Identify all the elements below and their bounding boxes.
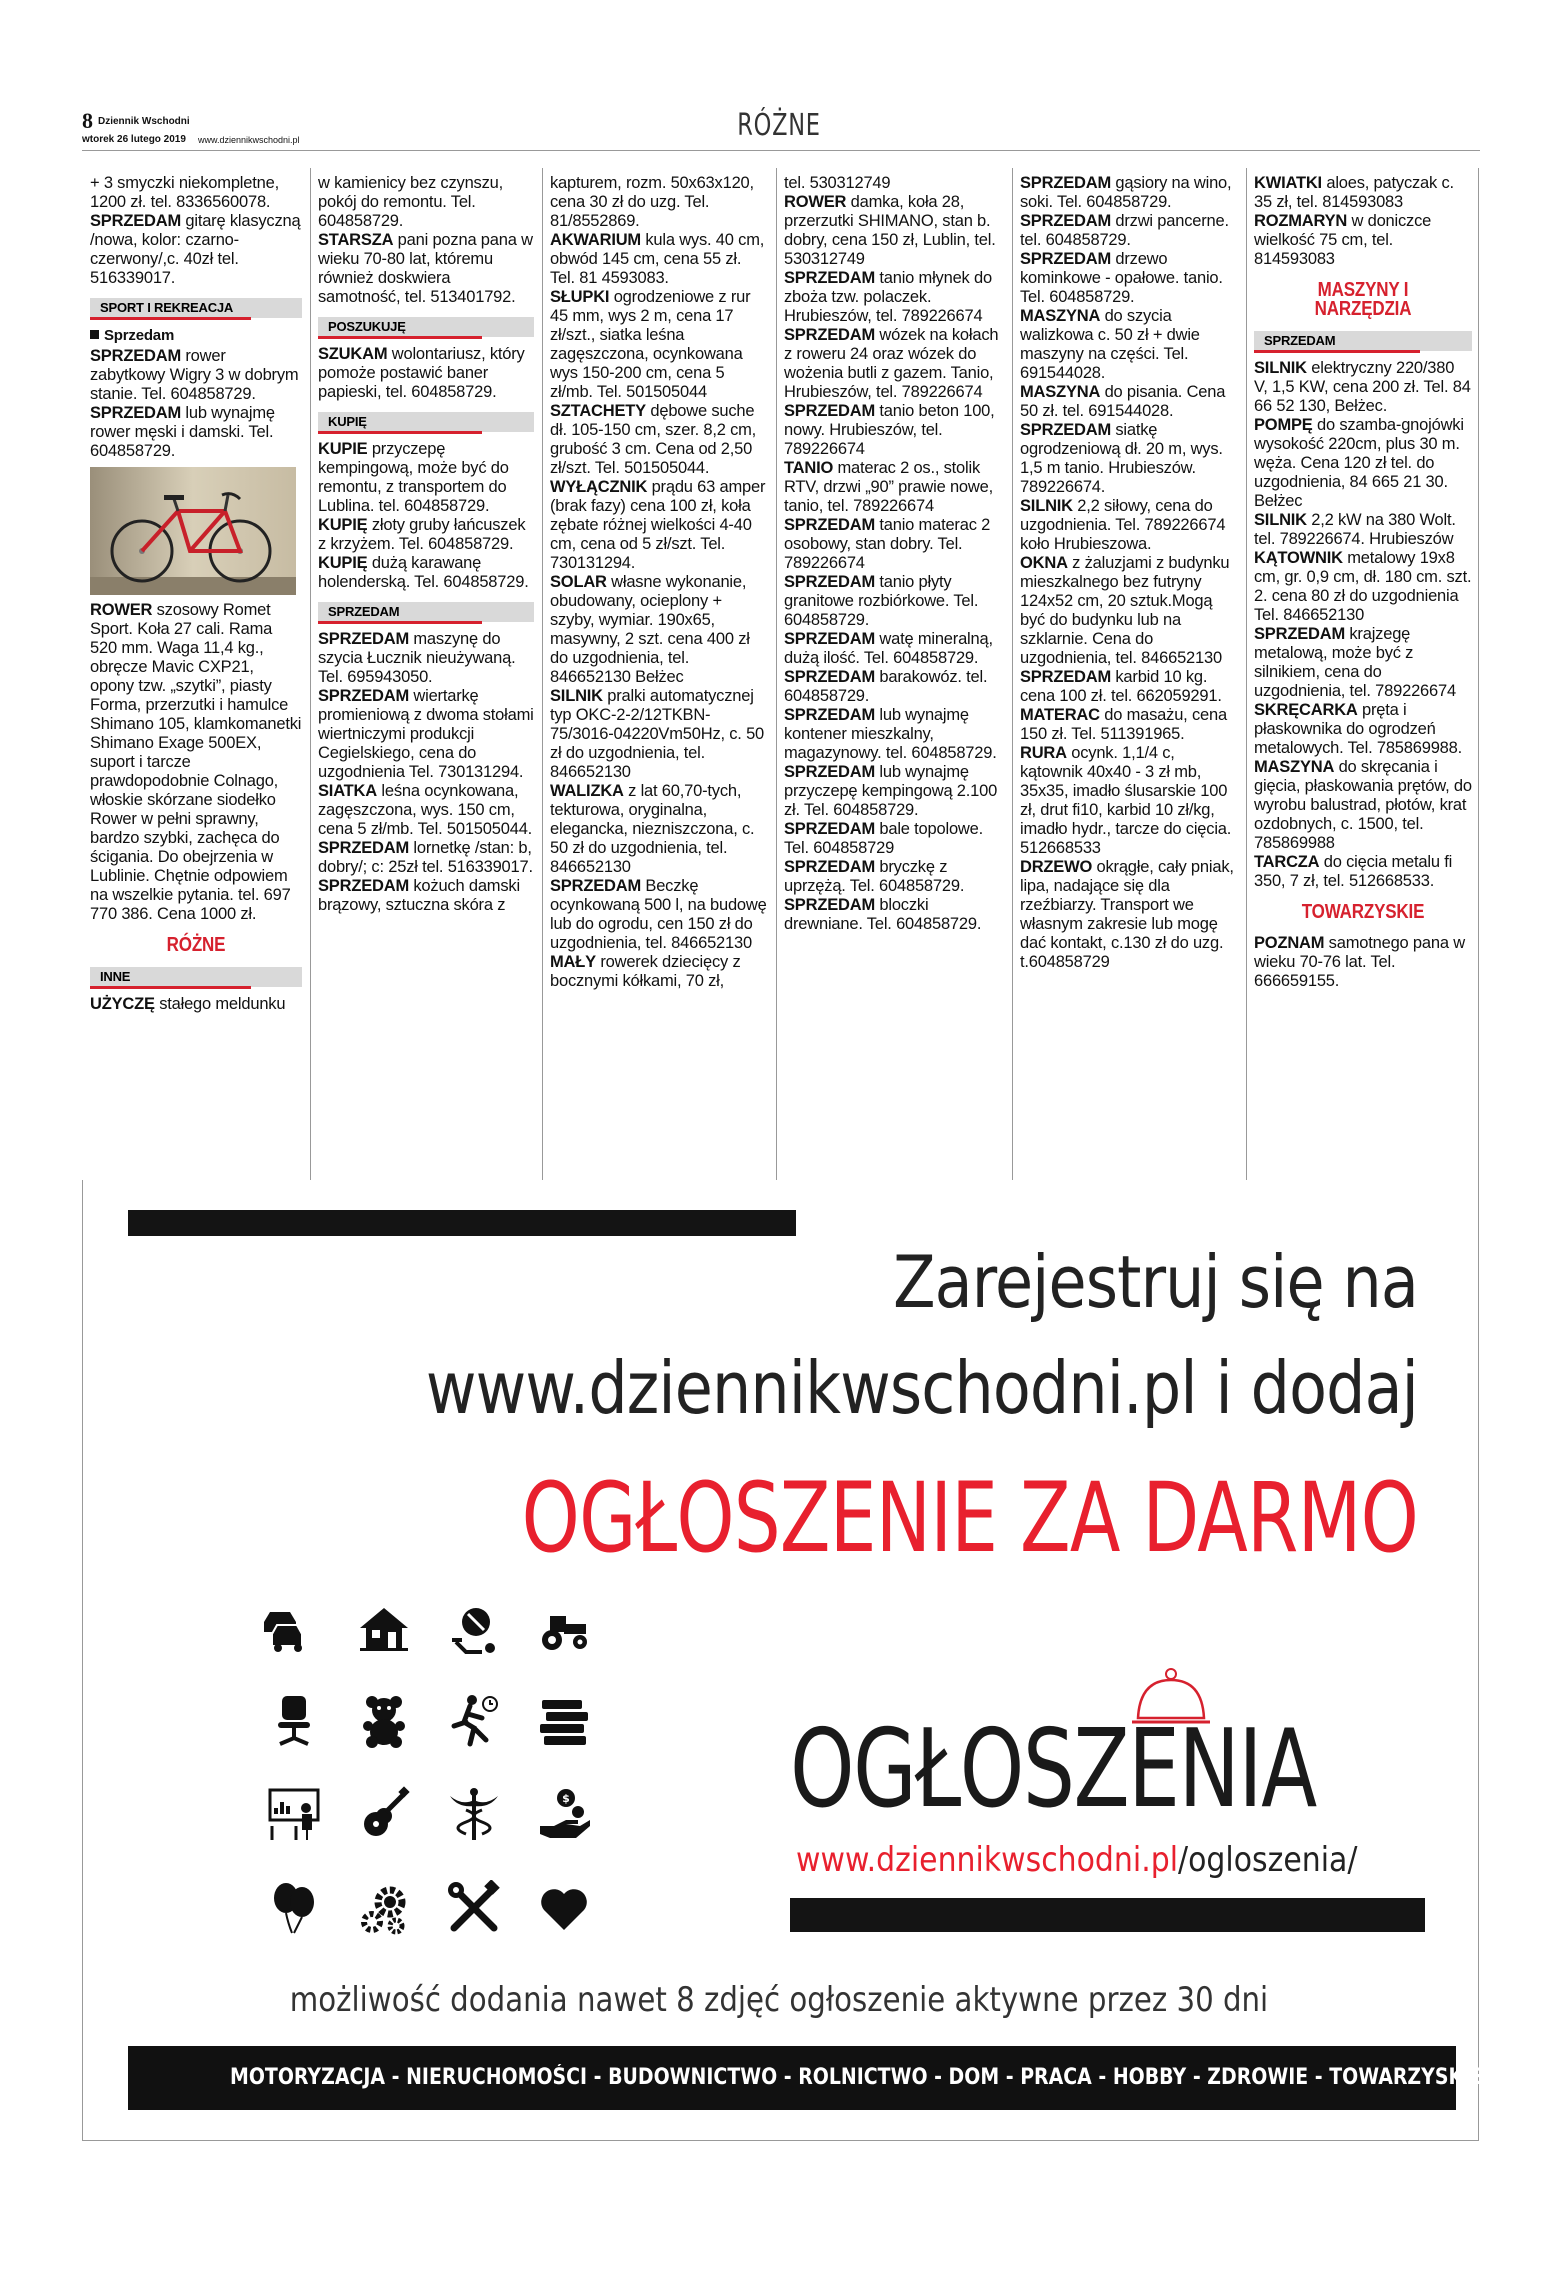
ad: POZNAM samotnego pana w wieku 70-76 lat. Tel. 666659155. bbox=[1254, 934, 1465, 990]
section-header-sport: SPORT I REKREACJA bbox=[90, 298, 302, 318]
ad: SPRZEDAM Beczkę ocynkowaną 500 l, na budowę lub do ogrodu, cen 150 zł do uzgodnienia, tel. 846652130 bbox=[550, 877, 767, 952]
ad: SPRZEDAM bale topolowe. Tel. 604858729 bbox=[784, 820, 983, 857]
teddy-bear-icon bbox=[356, 1692, 412, 1748]
promo-note: możliwość dodania nawet 8 zdjęć ogłoszenie aktywne przez 30 dni bbox=[289, 1980, 1269, 2020]
ad: KUPIĘ złoty gruby łańcuszek z krzyżem. Tel. 604858729. bbox=[318, 516, 526, 553]
money-hand-icon bbox=[536, 1786, 592, 1842]
balloons-icon bbox=[266, 1880, 322, 1936]
ad: SPRZEDAM wiertarkę promieniową z dwoma stołami wiertniczymi produkcji Cegielskiego, cena do uzgodnienia Tel. 730131294. bbox=[318, 687, 534, 781]
cloche-icon bbox=[1126, 1666, 1216, 1736]
ad: POMPĘ do szamba-gnojówki wysokość 220cm, plus 30 m. węża. Cena 120 zł tel. do uzgodnienia, 84 665 21 30. Bełżec bbox=[1254, 416, 1464, 510]
ogloszenia-logo bbox=[790, 1707, 1430, 1832]
promo-headline: OGŁOSZENIE ZA DARMO bbox=[521, 1462, 1418, 1574]
ad: SPRZEDAM siatkę ogrodzeniową dł. 20 m, wys. 1,5 m tanio. Hrubieszów. 789226674. bbox=[1020, 421, 1223, 496]
column-3 bbox=[542, 168, 776, 1180]
section-header-sprzedam: SPRZEDAM bbox=[318, 602, 534, 622]
ad: WALIZKA z lat 60,70-tych, tekturowa, oryginalna, elegancka, niezniszczona, c. 50 zł do uzgodnienia, tel. 846652130 bbox=[550, 782, 755, 876]
tractor-icon bbox=[536, 1600, 592, 1656]
ad: OKNA z żaluzjami z budynku mieszkalnego bez futryny 124x52 cm, 20 sztuk.Mogą być do budynku lub na szklarnie. Cena do uzgodnienia, tel. 846652130 bbox=[1020, 554, 1230, 667]
cars-icon bbox=[256, 1600, 312, 1656]
section-header-towarzyskie: TOWARZYSKIE bbox=[1301, 901, 1425, 923]
ad: SPRZEDAM lub wynajmę przyczepę kempingową 2.100 zł. Tel. 604858729. bbox=[784, 763, 998, 819]
ad-text: w kamienicy bez czynszu, pokój do remontu. Tel. 604858729. bbox=[318, 174, 504, 230]
promo-top-bar bbox=[128, 1210, 796, 1236]
ad: KUPIĘ dużą karawanę holenderską. Tel. 604858729. bbox=[318, 554, 529, 591]
bicycle-photo bbox=[90, 467, 296, 595]
ad: WYŁĄCZNIK prądu 63 amper (brak fazy) cena 100 zł, koła zębate różnej wielkości 4-40 cm, cena od 5 zł/szt. Tel. 730131294. bbox=[550, 478, 766, 572]
running-man-icon bbox=[446, 1692, 502, 1748]
ad: SPRZEDAM bryczkę z uprzężą. Tel. 604858729. bbox=[784, 858, 965, 895]
ad: MATERAC do masażu, cena 150 zł. Tel. 511391965. bbox=[1020, 706, 1227, 743]
section-header-poszukuje: POSZUKUJĘ bbox=[318, 317, 534, 337]
ad: AKWARIUM kula wys. 40 cm, obwód 145 cm, cena 55 zł. Tel. 81 4593083. bbox=[550, 231, 765, 287]
square-bullet-icon bbox=[90, 330, 99, 339]
ad: STARSZA pani pozna pana w wieku 70-80 lat, któremu również doskwiera samotność, tel. 513401792. bbox=[318, 231, 533, 306]
section-header-inne: INNE bbox=[90, 967, 302, 987]
column-5 bbox=[1012, 168, 1246, 1180]
promo-line-1: Zarejestruj się na bbox=[893, 1240, 1418, 1324]
ad: SPRZEDAM lub wynajmę rower męski i damski. Tel. 604858729. bbox=[90, 404, 275, 460]
heart-icon bbox=[536, 1880, 592, 1936]
ad: MAŁY rowerek dziecięcy z bocznymi kółkami, 70 zł, bbox=[550, 953, 741, 990]
section-header-maszyny: MASZYNY I NARZĘDZIA bbox=[1314, 279, 1412, 320]
ad: SPRZEDAM lub wynajmę kontener mieszkalny, magazynowy. tel. 604858729. bbox=[784, 706, 997, 762]
column-6 bbox=[1246, 168, 1480, 1180]
ad: KUPIE przyczepę kempingową, może być do remontu, z transportem do Lublina. tel. 604858729. bbox=[318, 440, 509, 515]
column-2 bbox=[310, 168, 542, 1180]
ad: SPRZEDAM wózek na kołach z roweru 24 oraz wózek do wożenia butli z gazem. Tanio, Hrubieszów, tel. 789226674 bbox=[784, 326, 999, 401]
section-header-kupie: KUPIĘ bbox=[318, 412, 534, 432]
promo-frame-left bbox=[82, 1180, 83, 2140]
ad: SPRZEDAM krajzegę metalową, może być z silnikiem, cena do uzgodnienia, tel. 789226674 bbox=[1254, 625, 1456, 700]
category-bar bbox=[128, 2046, 1484, 2110]
ad: SILNIK 2,2 kW na 380 Wolt. tel. 789226674. Hrubieszów bbox=[1254, 511, 1456, 548]
ad-text: kapturem, rozm. 50x63x120, cena 30 zł do uzg. Tel. 81/8552869. bbox=[550, 174, 754, 230]
ad: MASZYNA do skręcania i gięcia, płaskowania prętów, do wyrobu balustrad, płotów, krat ozdobnych, c. 1500, tel. 785869988 bbox=[1254, 758, 1472, 852]
brand-bottom-bar bbox=[790, 1898, 1425, 1932]
svg-text:$: $ bbox=[562, 1792, 570, 1805]
gears-icon bbox=[356, 1880, 412, 1936]
ad: SPRZEDAM barakowóz. tel. 604858729. bbox=[784, 668, 988, 705]
ad-text: + 3 smyczki niekompletne, 1200 zł. tel. 8336560078. bbox=[90, 174, 279, 211]
ad: KĄTOWNIK metalowy 19x8 cm, gr. 0,9 cm, dł. 180 cm. szt. 2. cena 80 zł do uzgodnienia Tel. 846652130 bbox=[1254, 549, 1472, 624]
ad: SPRZEDAM kożuch damski brązowy, sztuczna skóra z bbox=[318, 877, 520, 914]
section-header-sprzedam: SPRZEDAM bbox=[1254, 331, 1472, 351]
page-number: 8 bbox=[82, 108, 93, 133]
ad: SILNIK elektryczny 220/380 V, 1,5 KW, cena 200 zł. Tel. 84 66 52 130, Bełżec. bbox=[1254, 359, 1471, 415]
section-title: RÓŻNE bbox=[737, 108, 821, 143]
ad: SPRZEDAM drzewo kominkowe - opałowe. tanio. Tel. 604858729. bbox=[1020, 250, 1223, 306]
caduceus-icon bbox=[446, 1786, 502, 1842]
classifieds-columns bbox=[82, 168, 1480, 1180]
subheading: Sprzedam bbox=[90, 326, 302, 345]
tools-icon bbox=[446, 1880, 502, 1936]
promo-line-2: www.dziennikwschodni.pl i dodaj bbox=[425, 1346, 1418, 1430]
paper-name: Dziennik Wschodni bbox=[98, 116, 190, 127]
ad: ROWER damka, koła 28, przerzutki SHIMANO, stan b. dobry, cena 150 zł, Lublin, tel. 530312749 bbox=[784, 193, 996, 268]
classifieds-url[interactable]: www.dziennikwschodni.pl/ogloszenia/ bbox=[796, 1840, 1358, 1880]
ad: SPRZEDAM tanio płyty granitowe rozbiórkowe. Tel. 604858729. bbox=[784, 573, 979, 629]
ad: ROZMARYN w doniczce wielkość 75 cm, tel. 814593083 bbox=[1254, 212, 1432, 268]
ad: SPRZEDAM tanio beton 100, nowy. Hrubieszów, tel. 789226674 bbox=[784, 402, 995, 458]
promo-frame-right bbox=[1478, 1180, 1479, 2140]
ad: SPRZEDAM drzwi pancerne. tel. 604858729. bbox=[1020, 212, 1229, 249]
column-1 bbox=[82, 168, 310, 1180]
ad: MASZYNA do pisania. Cena 50 zł. tel. 691544028. bbox=[1020, 383, 1226, 420]
presentation-icon bbox=[266, 1786, 322, 1842]
header-url[interactable]: www.dziennikwschodni.pl bbox=[198, 135, 300, 145]
column-4 bbox=[776, 168, 1012, 1180]
issue-date: wtorek 26 lutego 2019 bbox=[82, 134, 186, 145]
ad: ROWER szosowy Romet Sport. Koła 27 cali. Rama 520 mm. Waga 11,4 kg., obręcze Mavic CXP21, opony tzw. „szytki”, piasty Forma, przerzutki i hamulce Shimano 105, klamkomanetki Shimano Exage 500EX, suport i tarcze prawdopodobnie Colnago, włoskie skórzane siodełko Rower w pełni sprawny, bardzo szybki, zachęca do ścigania. Do obejrzenia w Lublinie. Chętnie odpowiem na wszelkie pytania. tel. 697 770 386. Cena 1000 zł. bbox=[90, 601, 302, 923]
ad: SILNIK 2,2 siłowy, cena do uzgodnienia. Tel. 789226674 koło Hrubieszowa. bbox=[1020, 497, 1226, 553]
section-header-rozne: RÓŻNE bbox=[166, 934, 226, 956]
ad: SPRZEDAM rower zabytkowy Wigry 3 w dobrym stanie. Tel. 604858729. bbox=[90, 347, 299, 403]
category-list: MOTORYZACJA - NIERUCHOMOŚCI - BUDOWNICTWO - ROLNICTWO - DOM - PRACA - HOBBY - ZDROWIE - TOWARZYSKIE bbox=[229, 2065, 1484, 2090]
guitar-icon bbox=[356, 1786, 412, 1842]
ad: MASZYNA do szycia walizkowa c. 50 zł + dwie maszyny na części. Tel. 691544028. bbox=[1020, 307, 1200, 382]
header-rule bbox=[82, 150, 1480, 151]
ad: SPRZEDAM gąsiory na wino, soki. Tel. 604858729. bbox=[1020, 174, 1232, 211]
ad: SIATKA leśna ocynkowana, zagęszczona, wys. 150 cm, cena 5 zł/mb. Tel. 501505044. bbox=[318, 782, 533, 838]
ad: SPRZEDAM watę mineralną, dużą ilość. Tel. 604858729. bbox=[784, 630, 993, 667]
promo-frame-bottom bbox=[82, 2140, 1479, 2141]
ad: SPRZEDAM tanio materac 2 osobowy, stan dobry. Tel. 789226674 bbox=[784, 516, 991, 572]
ad: SPRZEDAM maszynę do szycia Łucznik nieużywaną. Tel. 695943050. bbox=[318, 630, 516, 686]
ad: SŁUPKI ogrodzeniowe z rur 45 mm, wys 2 m, cena 17 zł/szt., siatka leśna zagęszczona, ocynkowana wys 150-200 cm, cena 5 zł/mb. Tel. 501505044 bbox=[550, 288, 751, 401]
house-icon bbox=[356, 1600, 412, 1656]
category-icon-grid bbox=[250, 1600, 610, 1940]
ad: RURA ocynk. 1,1/4 c, kątownik 40x40 - 3 zł mb, 35x35, imadło ślusarskie 100 zł, drut fi10, karbid 10 zł/kg, imadło hydr., tarcze do cięcia. 512668533 bbox=[1020, 744, 1232, 857]
ad: TARCZA do cięcia metalu fi 350, 7 zł, tel. 512668533. bbox=[1254, 853, 1453, 890]
ad: UŻYCZĘ stałego meldunku bbox=[90, 995, 286, 1013]
ad: SKRĘCARKA pręta i płaskownika do ogrodzeń metalowych. Tel. 785869988. bbox=[1254, 701, 1463, 757]
ad: SPRZEDAM bloczki drewniane. Tel. 604858729. bbox=[784, 896, 982, 933]
ad: SPRZEDAM lornetkę /stan: b, dobry/; c: 25zł tel. 516339017. bbox=[318, 839, 533, 876]
ad: KWIATKI aloes, patyczak c. 35 zł, tel. 814593083 bbox=[1254, 174, 1454, 211]
office-chair-icon bbox=[266, 1692, 322, 1748]
ad: SPRZEDAM tanio młynek do zboża tzw. polaczek. Hrubieszów, tel. 789226674 bbox=[784, 269, 992, 325]
construction-icon bbox=[446, 1600, 502, 1656]
ad-text: tel. 530312749 bbox=[784, 174, 891, 192]
ad: SPRZEDAM gitarę klasyczną /nowa, kolor: czarno-czerwony/,c. 40zł tel. 516339017. bbox=[90, 212, 301, 287]
books-icon bbox=[536, 1692, 592, 1748]
ad: SPRZEDAM karbid 10 kg. cena 100 zł. tel. 662059291. bbox=[1020, 668, 1222, 705]
ad: SOLAR własne wykonanie, obudowany, ocieplony + szyby, wymiar. 190x65, masywny, 2 szt. cena 400 zł do uzgodnienia, tel. 846652130 Bełżec bbox=[550, 573, 750, 686]
brand-wordmark: OGŁOSZENIA bbox=[790, 1707, 1316, 1832]
ad: DRZEWO okrągłe, cały pniak, lipa, nadające się dla rzeźbiarzy. Transport we własnym zakresie lub mogę dać kontakt, c.130 zł do uzg. t.604858729 bbox=[1020, 858, 1234, 971]
ad: SZUKAM wolontariusz, który pomoże postawić baner papieski, tel. 604858729. bbox=[318, 345, 525, 401]
ad: SZTACHETY dębowe suche dł. 105-150 cm, szer. 8,2 cm, grubość 3 cm. Cena od 2,50 zł/szt. Tel. 501505044. bbox=[550, 402, 757, 477]
ad: SILNIK pralki automatycznej typ OKC-2-2/12TKBN-75/3016-04220Vm50Hz, c. 50 zł do uzgodnienia, tel. 846652130 bbox=[550, 687, 765, 781]
ad: TANIO materac 2 os., stolik RTV, drzwi „90” prawie nowe, tanio, tel. 789226674 bbox=[784, 459, 993, 515]
